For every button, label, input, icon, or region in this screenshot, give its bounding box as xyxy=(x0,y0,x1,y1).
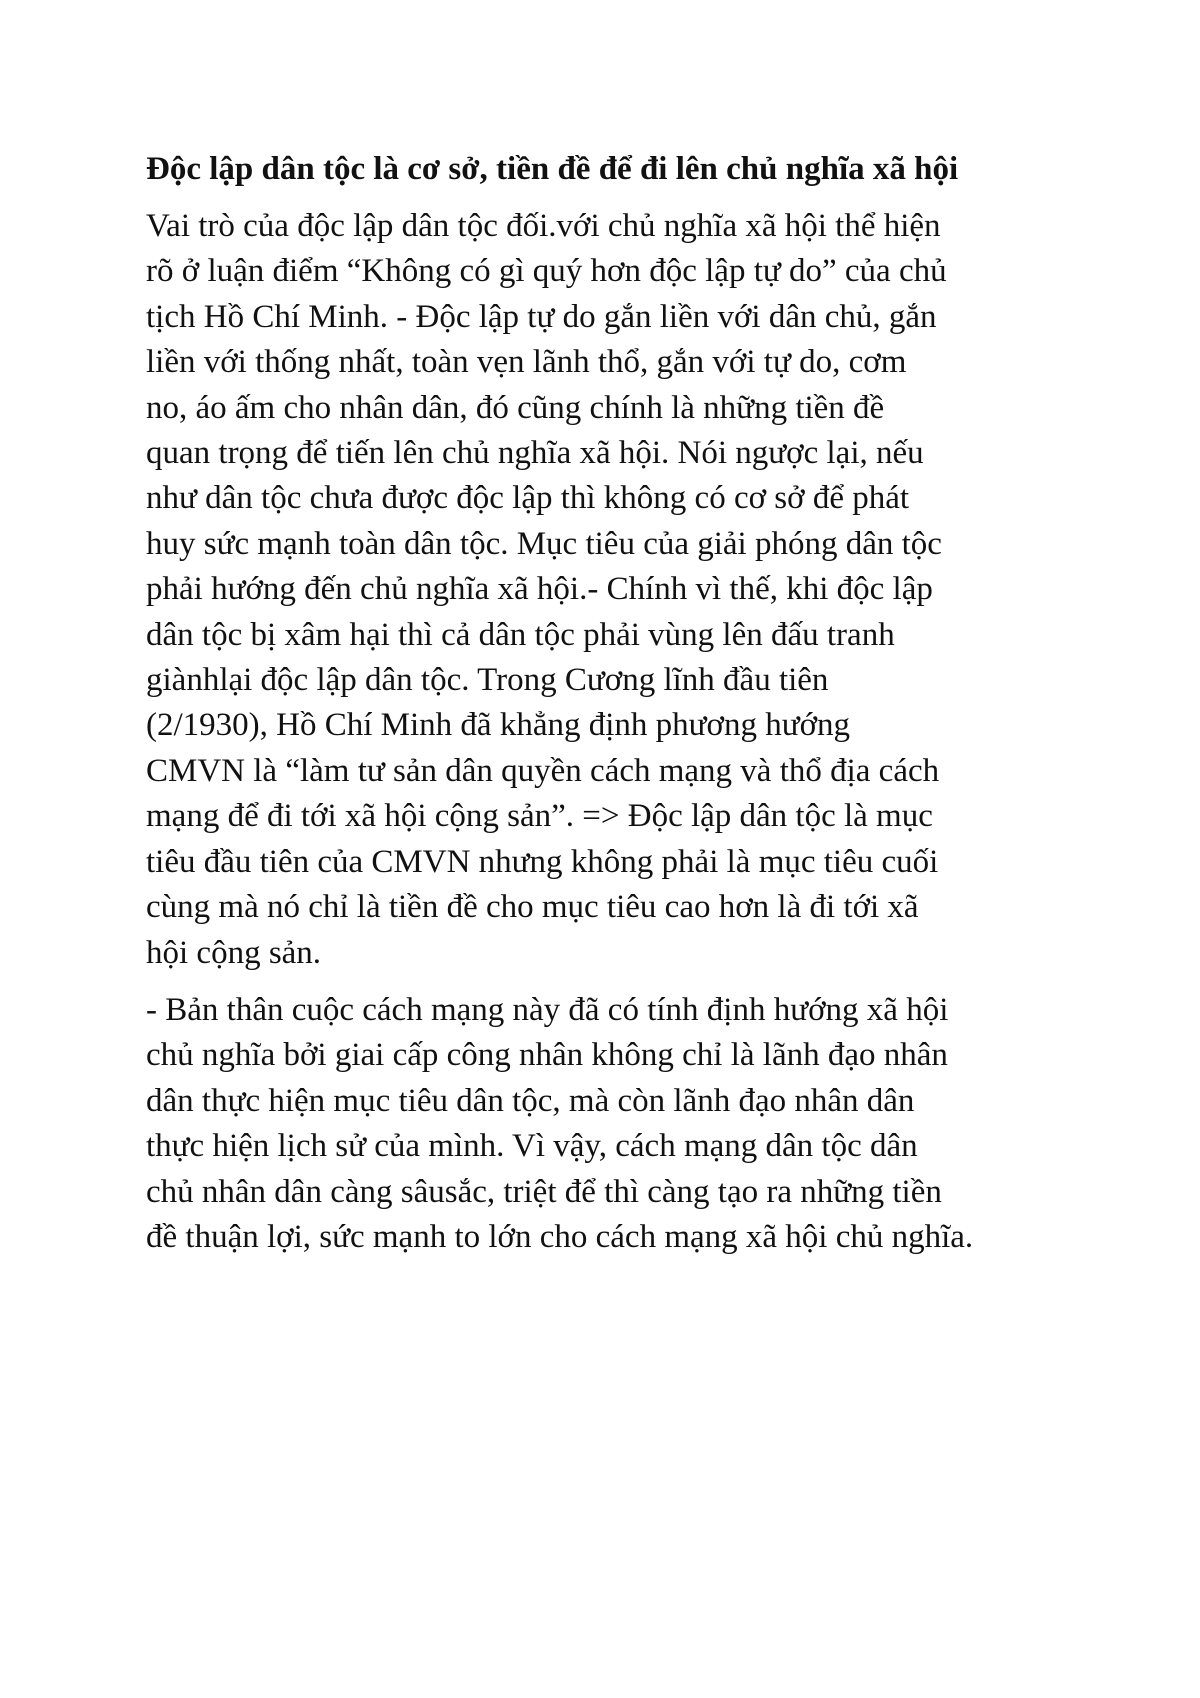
text-line: Vai trò của độc lập dân tộc đối.với chủ nghĩa xã hội thể hiện xyxy=(146,208,941,244)
text-line: rõ ở luận điểm “Không có gì quý hơn độc lập tự do” của chủ xyxy=(146,253,947,290)
paragraph-2 xyxy=(146,988,1076,1260)
text-line: hội cộng sản. xyxy=(146,934,322,971)
text-line: (2/1930), Hồ Chí Minh đã khẳng định phương hướng xyxy=(146,707,851,744)
text-line: phải hướng đến chủ nghĩa xã hội.- Chính vì thế, khi độc lập xyxy=(146,571,933,608)
text-line: - Bản thân cuộc cách mạng này đã có tính định hướng xã hội xyxy=(146,991,949,1028)
text-line: chủ nghĩa bởi giai cấp công nhân không chỉ là lãnh đạo nhân xyxy=(146,1037,948,1074)
text-line: huy sức mạnh toàn dân tộc. Mục tiêu của giải phóng dân tộc xyxy=(146,525,942,562)
text-line: cùng mà nó chỉ là tiền đề cho mục tiêu cao hơn là đi tới xã xyxy=(146,889,919,926)
text-line: như dân tộc chưa được độc lập thì không có cơ sở để phát xyxy=(146,480,910,517)
text-line: dân tộc bị xâm hại thì cả dân tộc phải vùng lên đấu tranh xyxy=(146,616,895,653)
text-line: tiêu đầu tiên của CMVN nhưng không phải là mục tiêu cuối xyxy=(146,843,939,880)
text-line: CMVN là “làm tư sản dân quyền cách mạng và thổ địa cách xyxy=(146,752,940,789)
document-body xyxy=(146,146,1076,1260)
text-line: chủ nhân dân càng sâusắc, triệt để thì càng tạo ra những tiền xyxy=(146,1173,942,1210)
text-line: dân thực hiện mục tiêu dân tộc, mà còn lãnh đạo nhân dân xyxy=(146,1082,915,1119)
text-line: liền với thống nhất, toàn vẹn lãnh thổ, gắn với tự do, cơm xyxy=(146,344,907,381)
text-line: tịch Hồ Chí Minh. - Độc lập tự do gắn liền với dân chủ, gắn xyxy=(146,298,937,335)
text-line: giànhlại độc lập dân tộc. Trong Cương lĩnh đầu tiên xyxy=(146,662,829,699)
text-line: mạng để đi tới xã hội cộng sản”. => Độc lập dân tộc là mục xyxy=(146,798,933,835)
text-line: no, áo ấm cho nhân dân, đó cũng chính là những tiền đề xyxy=(146,389,885,426)
document-title: Độc lập dân tộc là cơ sở, tiền đề để đi lên chủ nghĩa xã hội xyxy=(146,151,959,187)
text-line: thực hiện lịch sử của mình. Vì vậy, cách mạng dân tộc dân xyxy=(146,1128,918,1165)
text-line: quan trọng để tiến lên chủ nghĩa xã hội. Nói ngược lại, nếu xyxy=(146,435,924,472)
text-line: đề thuận lợi, sức mạnh to lớn cho cách mạng xã hội chủ nghĩa. xyxy=(146,1218,974,1255)
paragraph-1 xyxy=(146,204,1076,976)
